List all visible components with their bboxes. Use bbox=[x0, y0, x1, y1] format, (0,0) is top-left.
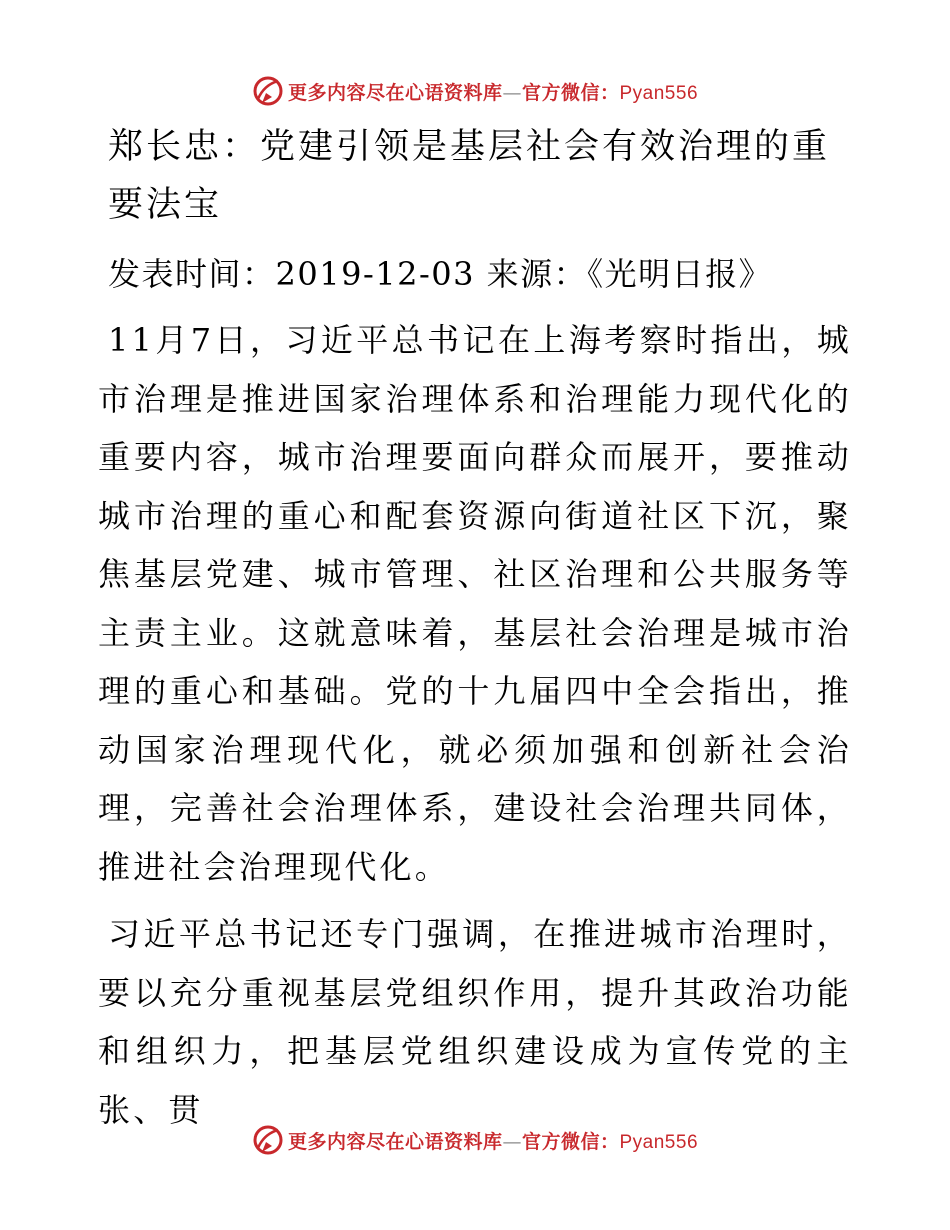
ribbon-pen-logo-icon bbox=[252, 1124, 284, 1156]
watermark-text bbox=[288, 78, 698, 105]
watermark-dash: — bbox=[502, 1130, 522, 1153]
article-paragraph: 11月7日，习近平总书记在上海考察时指出，城市治理是推进国家治理体系和治理能力现代化的重要内容，城市治理要面向群众而展开，要推动城市治理的重心和配套资源向街道社区下沉，聚焦基层党建、城市管理、社区治理和公共服务等主责主业。这就意味着，基层社会治理是城市治理的重心和基础。党的十九届四中全会指出，推动国家治理现代化，就必须加强和创新社会治理，完善社会治理体系，建设社会治理共同体，推进社会治理现代化。 bbox=[98, 321, 852, 886]
watermark-main-text: 更多内容尽在心语资料库 bbox=[287, 81, 503, 104]
article-meta: 发表时间：2019-12-03 来源：《光明日报》 bbox=[108, 255, 773, 293]
article-paragraph: 习近平总书记还专门强调，在推进城市治理时，要以充分重视基层党组织作用，提升其政治功能和组织力，把基层党组织建设成为宣传党的主张、贯 bbox=[98, 915, 852, 1129]
footer-watermark bbox=[0, 1120, 950, 1160]
article-title: 郑长忠：党建引领是基层社会有效治理的重要法宝 bbox=[108, 127, 831, 225]
watermark-sub-text: 官方微信： bbox=[521, 81, 620, 104]
watermark-account: Pyan556 bbox=[619, 1131, 699, 1153]
watermark-main-text: 更多内容尽在心语资料库 bbox=[287, 1130, 503, 1153]
header-watermark bbox=[0, 71, 950, 111]
watermark-text bbox=[288, 1127, 698, 1154]
watermark-sub-text: 官方微信： bbox=[521, 1130, 620, 1153]
document-body bbox=[98, 118, 852, 1139]
ribbon-pen-logo-icon bbox=[252, 75, 284, 107]
watermark-account: Pyan556 bbox=[619, 82, 699, 104]
watermark-dash: — bbox=[502, 81, 522, 104]
